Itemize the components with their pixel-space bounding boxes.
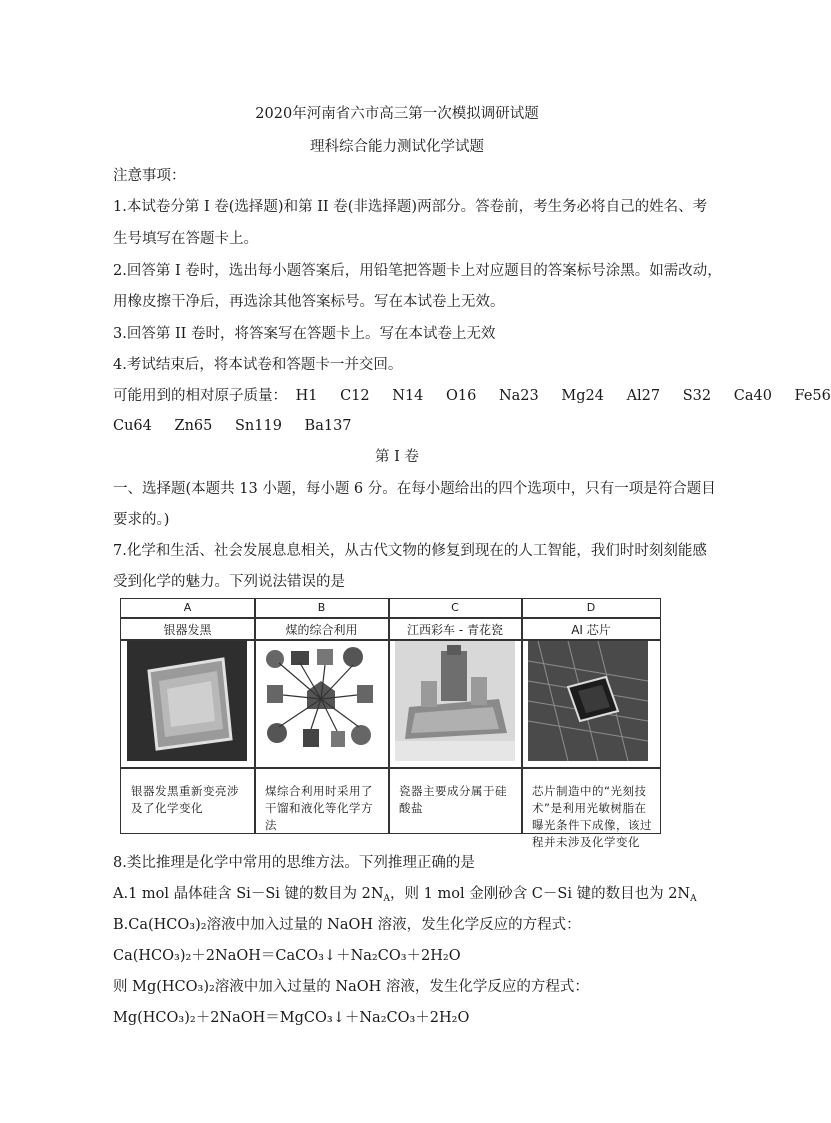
note-3: 3.回答第 II 卷时，将答案写在答题卡上。写在本试卷上无效 [113, 326, 496, 342]
silverware-photo [127, 641, 247, 761]
mass-item: Al27 [626, 388, 661, 404]
exam-title: 2020年河南省六市高三第一次模拟调研试题 [255, 106, 539, 122]
option-c-label: C [451, 601, 459, 614]
section-title: 第 I 卷 [375, 449, 419, 465]
option-b-label: B [317, 601, 326, 614]
q8-a-sub1: A [383, 894, 391, 904]
option-b-title: 煤的综合利用 [285, 623, 358, 637]
q8-a-sub2: A [690, 894, 697, 904]
q8-b-then: 则 Mg(HCO₃)₂溶液中加入过量的 NaOH 溶液，发生化学反应的方程式： [113, 979, 589, 995]
q7-stem-a: 7.化学和生活、社会发展息息相关，从古代文物的修复到现在的人工智能，我们时时刻刻能感 [113, 543, 707, 559]
option-a-label: A [183, 601, 192, 614]
q8-a-part2: ，则 1 mol 金刚砂含 C－Si 键的数目也为 2N [390, 886, 691, 902]
mass-item: Ba137 [304, 418, 352, 434]
section-intro-b: 要求的。) [113, 512, 170, 528]
mass-item: Mg24 [561, 388, 604, 404]
mass-item: C12 [340, 388, 370, 404]
q8-a-part1: A.1 mol 晶体硅含 Si－Si 键的数目为 2N [113, 886, 384, 902]
atomic-masses-row2 [113, 416, 370, 436]
mass-item: Ca40 [733, 388, 772, 404]
q8-stem: 8.类比推理是化学中常用的思维方法。下列推理正确的是 [113, 855, 475, 871]
option-d-title: AI 芯片 [571, 623, 611, 637]
option-c-title: 江西彩车 - 青花瓷 [407, 623, 503, 637]
atomic-masses-row1 [113, 386, 831, 406]
option-c [389, 599, 521, 833]
mass-item: O16 [446, 388, 477, 404]
exam-subtitle: 理科综合能力测试化学试题 [310, 139, 484, 155]
mass-item: Sn119 [234, 418, 282, 434]
option-a-title: 银器发黑 [163, 623, 212, 637]
q8-option-b: B.Ca(HCO₃)₂溶液中加入过量的 NaOH 溶液，发生化学反应的方程式： [113, 917, 581, 933]
note-4: 4.考试结束后，将本试卷和答题卡一并交回。 [113, 357, 403, 373]
porcelain-float-photo [395, 641, 515, 761]
mass-item: H1 [295, 388, 318, 404]
mass-item: Fe56 [794, 388, 831, 404]
option-c-desc: 瓷器主要成分属于硅酸盐 [399, 784, 507, 815]
q8-b-equation-2: Mg(HCO₃)₂＋2NaOH＝MgCO₃↓＋Na₂CO₃＋2H₂O [113, 1010, 470, 1026]
ai-chip-photo [528, 641, 648, 761]
option-b [255, 599, 388, 833]
option-d-desc: 芯片制造中的“光刻技术”是利用光敏树脂在曝光条件下成像，该过程并未涉及化学变化 [532, 784, 652, 849]
mass-item: Zn65 [174, 418, 213, 434]
mass-item: S32 [682, 388, 712, 404]
note-2a: 2.回答第 I 卷时，选出每小题答案后，用铅笔把答题卡上对应题目的答案标号涂黑。如需改动， [113, 263, 722, 279]
q7-options-table [120, 598, 661, 849]
atomic-masses-label: 可能用到的相对原子质量： [113, 388, 287, 404]
q8-b-equation-1: Ca(HCO₃)₂＋2NaOH＝CaCO₃↓＋Na₂CO₃＋2H₂O [113, 948, 461, 964]
section-intro-a: 一、选择题(本题共 13 小题，每小题 6 分。在每小题给出的四个选项中，只有一项是符合题目 [113, 481, 716, 497]
q7-stem-b: 受到化学的魅力。下列说法错误的是 [113, 574, 345, 590]
coal-utilization-diagram [261, 641, 381, 761]
option-a-desc: 银器发黑重新变亮涉及了化学变化 [131, 784, 239, 815]
option-a [121, 599, 254, 833]
mass-item: N14 [392, 388, 424, 404]
note-1b: 生号填写在答题卡上。 [113, 231, 258, 247]
note-2b: 用橡皮擦干净后，再选涂其他答案标号。写在本试卷上无效。 [113, 294, 505, 310]
mass-item: Cu64 [113, 418, 152, 434]
option-d-label: D [586, 601, 596, 614]
option-d [522, 599, 660, 849]
note-1a: 1.本试卷分第 I 卷(选择题)和第 II 卷(非选择题)两部分。答卷前，考生务必将自己的姓名、考 [113, 199, 708, 215]
mass-item: Na23 [498, 388, 539, 404]
q8-option-a [113, 884, 697, 904]
option-b-desc: 煤综合利用时采用了干馏和液化等化学方法 [265, 784, 373, 832]
notes-heading: 注意事项： [113, 168, 186, 184]
